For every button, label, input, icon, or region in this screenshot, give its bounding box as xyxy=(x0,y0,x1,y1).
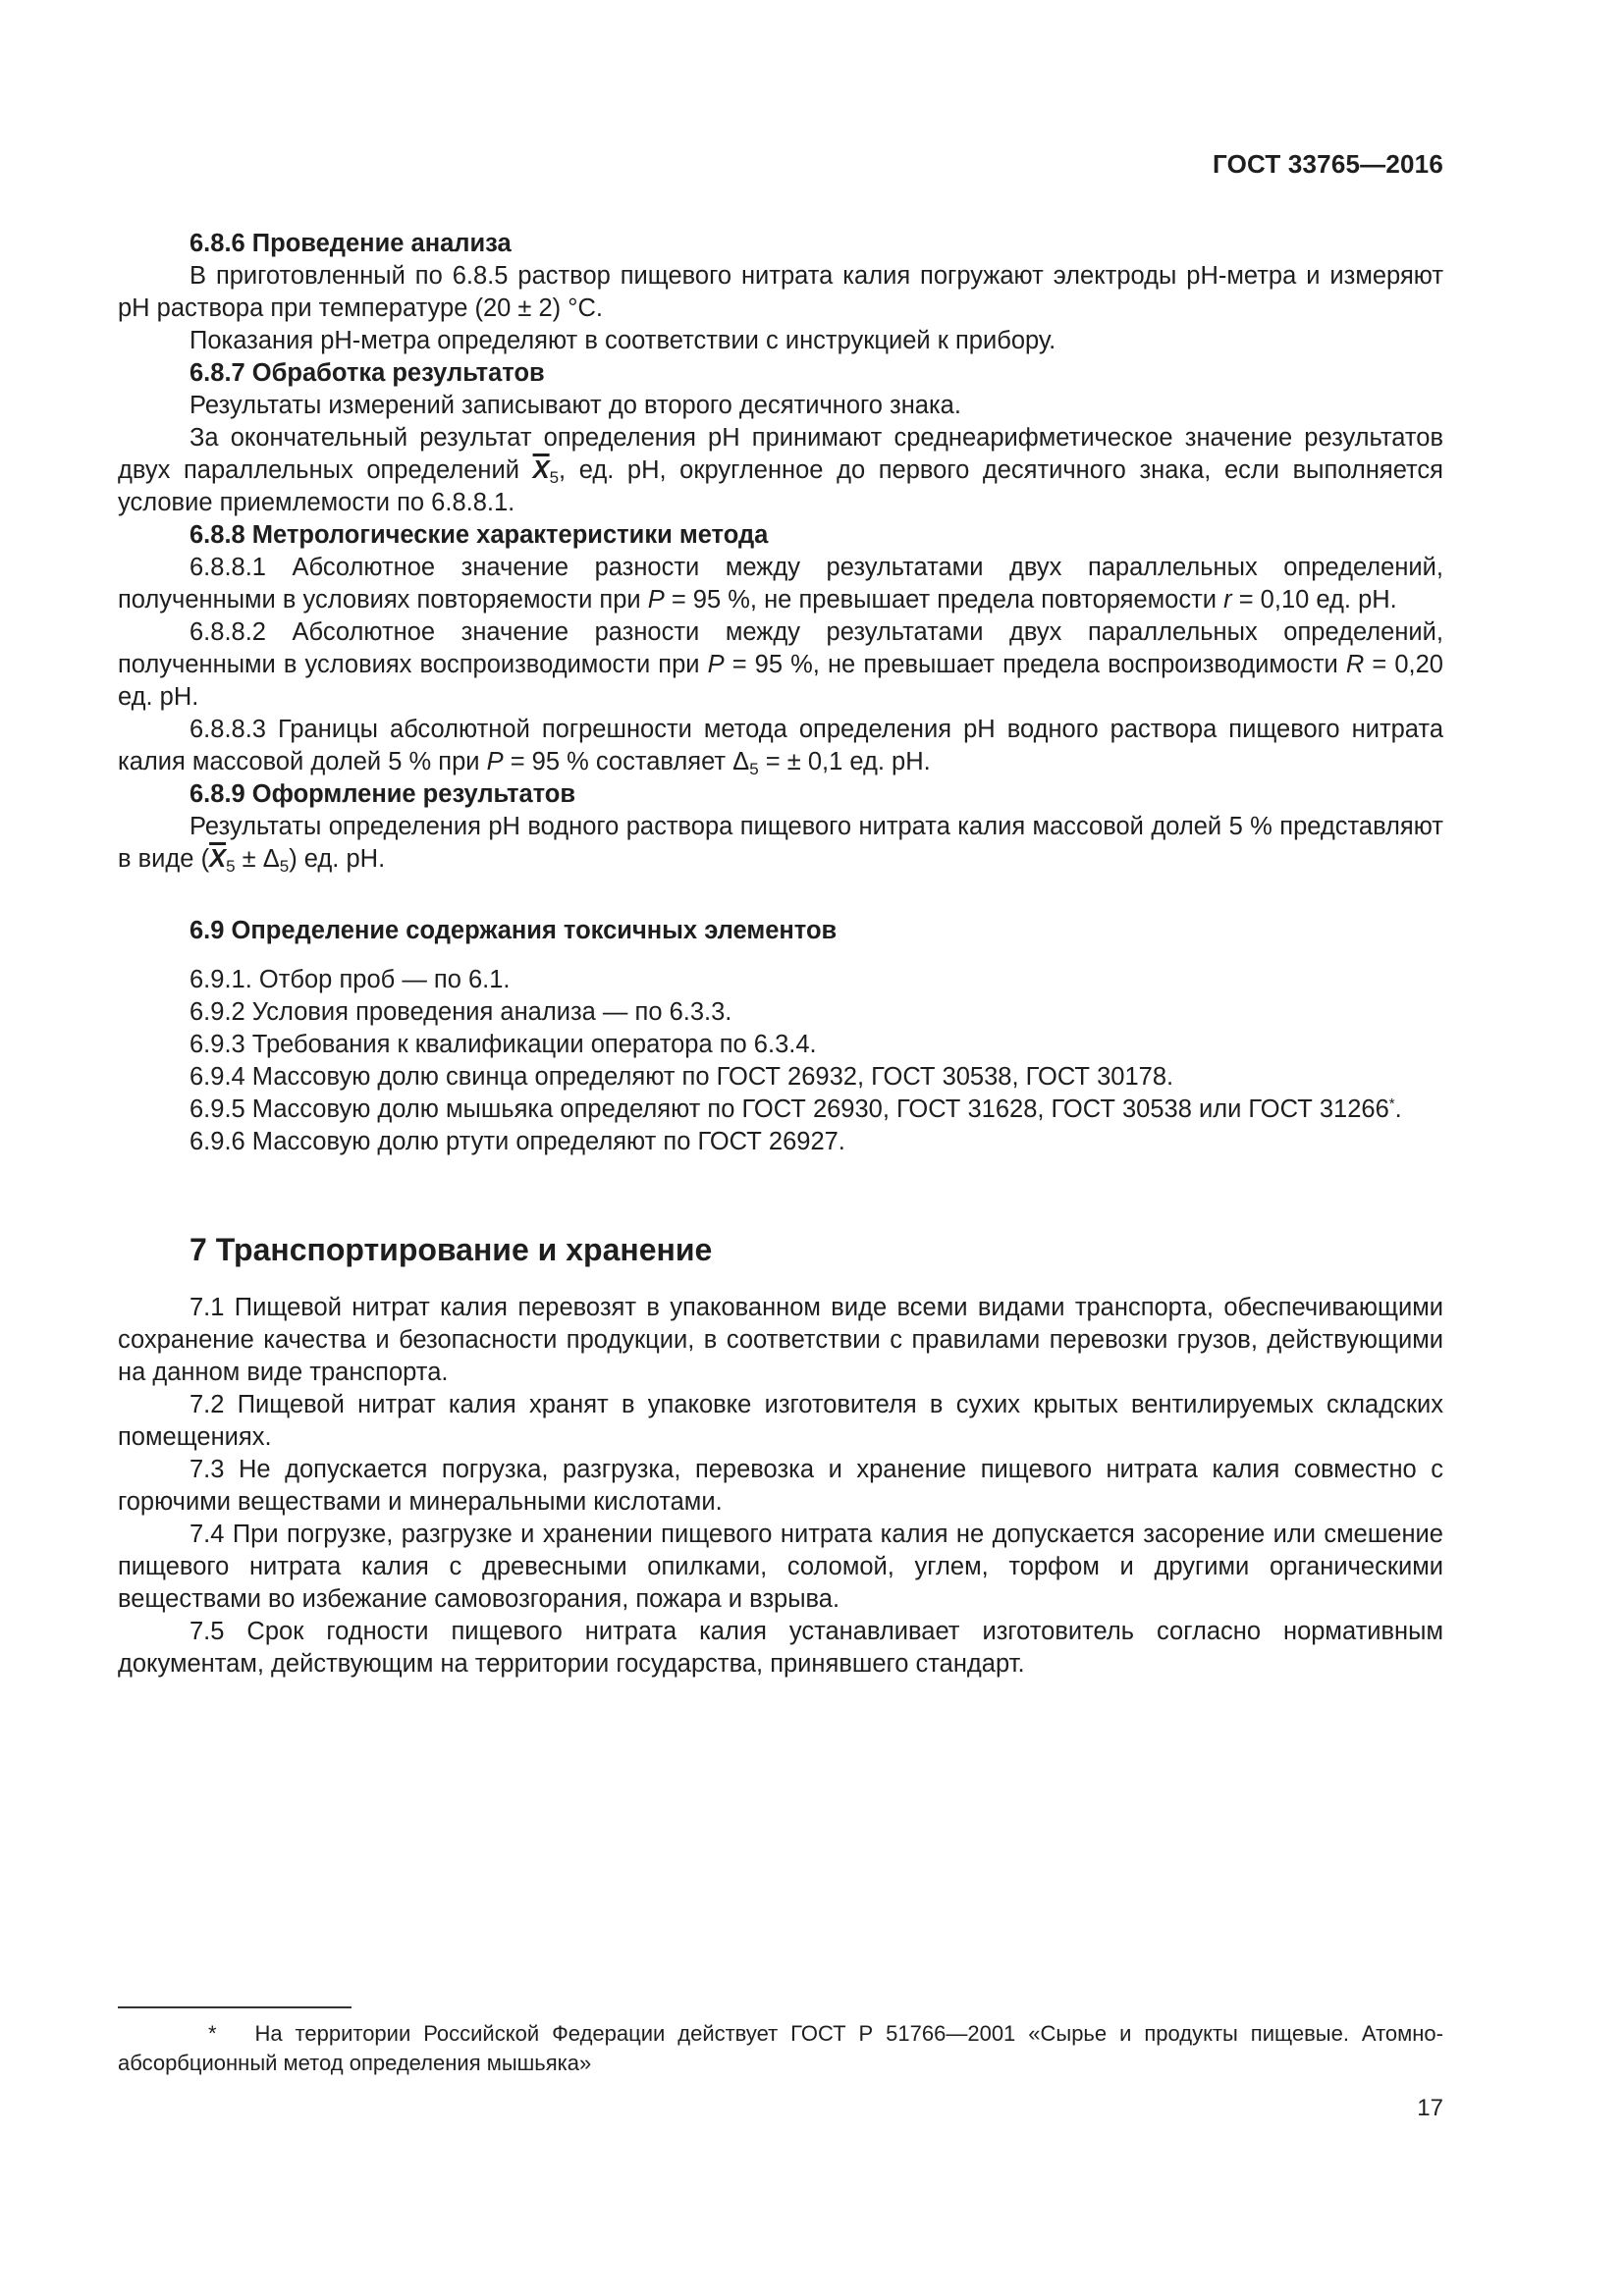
footnote-text: На территории Российской Федерации действует ГОСТ Р 51766—2001 «Сырье и продукты пищевые. Атомно-абсорбционный метод определения мышьяка» xyxy=(118,2021,1443,2075)
x-bar-symbol: $\overline{X}$ xyxy=(209,845,227,873)
heading-6-8-6: 6.8.6 Проведение анализа xyxy=(189,230,512,257)
footnote xyxy=(118,2019,1443,2078)
item-6-9-4: 6.9.4 Массовую долю свинца определяют по ГОСТ 26932, ГОСТ 30538, ГОСТ 30178. xyxy=(189,1063,1174,1091)
x-bar-symbol: $\overline{X}$ xyxy=(532,456,550,484)
para-7-4: 7.4 При погрузке, разгрузке и хранении пищевого нитрата калия не допускается засорение или смешение пищевого нитрата калия с древесными опилками, соломой, углем, торфом и другими органическими веществами во избежание самовозгорания, пожара и взрыва. xyxy=(118,1521,1443,1613)
para-6-8-6-1: В приготовленный по 6.8.5 раствор пищевого нитрата калия погружают электроды pH-метра и измеряют pH раствора при температуре (20 ± 2) °C. xyxy=(118,262,1443,322)
para-7-1: 7.1 Пищевой нитрат калия перевозят в упакованном виде всеми видами транспорта, обеспечивающими сохранение качества и безопасности продукции, в соответствии с правилами перевозки грузов, действующими на данном виде транспорта. xyxy=(118,1294,1443,1386)
item-6-9-1: 6.9.1. Отбор проб — по 6.1. xyxy=(189,966,511,993)
para-7-3: 7.3 Не допускается погрузка, разгрузка, перевозка и хранение пищевого нитрата калия совместно с горючими веществами и минеральными кислотами. xyxy=(118,1456,1443,1516)
section-6-9-items xyxy=(118,964,1443,1158)
footnote-mark: * xyxy=(208,2021,217,2046)
para-6-8-8-2: 6.8.8.2 Абсолютное значение разности между результатами двух параллельных определений, полученными в условиях воспроизводимости при P = 95 %, не превышает предела воспроизводимости R = 0,20 ед. pH. xyxy=(118,618,1443,711)
heading-6-8-8: 6.8.8 Метрологические характеристики метода xyxy=(189,521,769,549)
para-6-8-6-2: Показания pH-метра определяют в соответствии с инструкцией к прибору. xyxy=(189,327,1056,354)
para-6-8-8-3: 6.8.8.3 Границы абсолютной погрешности метода определения pH водного раствора пищевого нитрата калия массовой долей 5 % при P = 95 % составляет $\Delta_5$ = ± 0,1 ед. pH. xyxy=(118,716,1443,778)
page-number: 17 xyxy=(1417,2095,1443,2121)
para-7-2: 7.2 Пищевой нитрат калия хранят в упаковке изготовителя в сухих крытых вентилируемых складских помещениях. xyxy=(118,1391,1443,1451)
footnote-separator xyxy=(118,2006,352,2008)
section-6-8 xyxy=(118,228,1443,876)
item-6-9-6: 6.9.6 Массовую долю ртути определяют по ГОСТ 26927. xyxy=(189,1128,845,1155)
section-6-9 xyxy=(118,915,1443,947)
para-6-8-7-2: За окончательный результат определения pH принимают среднеарифметическое значение результатов двух параллельных определений $\overline{X}_5$, ед. pH, округленное до первого десятичного знака, если выполняется условие приемлемости по 6.8.8.1. xyxy=(118,424,1443,516)
item-6-9-5: 6.9.5 Массовую долю мышьяка определяют по ГОСТ 26930, ГОСТ 31628, ГОСТ 30538 или ГОСТ 31266*. xyxy=(189,1095,1402,1123)
document-header: ГОСТ 33765—2016 xyxy=(1213,149,1443,179)
section-7 xyxy=(118,1292,1443,1681)
heading-6-8-7: 6.8.7 Обработка результатов xyxy=(189,359,545,387)
item-6-9-3: 6.9.3 Требования к квалификации оператора по 6.3.4. xyxy=(189,1031,817,1058)
para-6-8-7-1: Результаты измерений записывают до второго десятичного знака. xyxy=(189,392,961,419)
para-6-8-9-1: Результаты определения pH водного раствора пищевого нитрата калия массовой долей 5 % представляют в виде $(\overline{X}_5 \pm \Delta_5)$ ед. pH. xyxy=(118,813,1443,876)
para-7-5: 7.5 Срок годности пищевого нитрата калия устанавливает изготовитель согласно нормативным документам, действующим на территории государства, принявшего стандарт. xyxy=(118,1618,1443,1678)
item-6-9-2: 6.9.2 Условия проведения анализа — по 6.3.3. xyxy=(189,998,732,1026)
heading-6-9: 6.9 Определение содержания токсичных элементов xyxy=(189,917,838,944)
section-7-title: 7 Транспортирование и хранение xyxy=(189,1232,713,1267)
para-6-8-8-1: 6.8.8.1 Абсолютное значение разности между результатами двух параллельных определений, полученными в условиях повторяемости при P = 95 %, не превышает предела повторяемости r = 0,10 ед. pH. xyxy=(118,554,1443,614)
heading-6-8-9: 6.8.9 Оформление результатов xyxy=(189,780,576,808)
